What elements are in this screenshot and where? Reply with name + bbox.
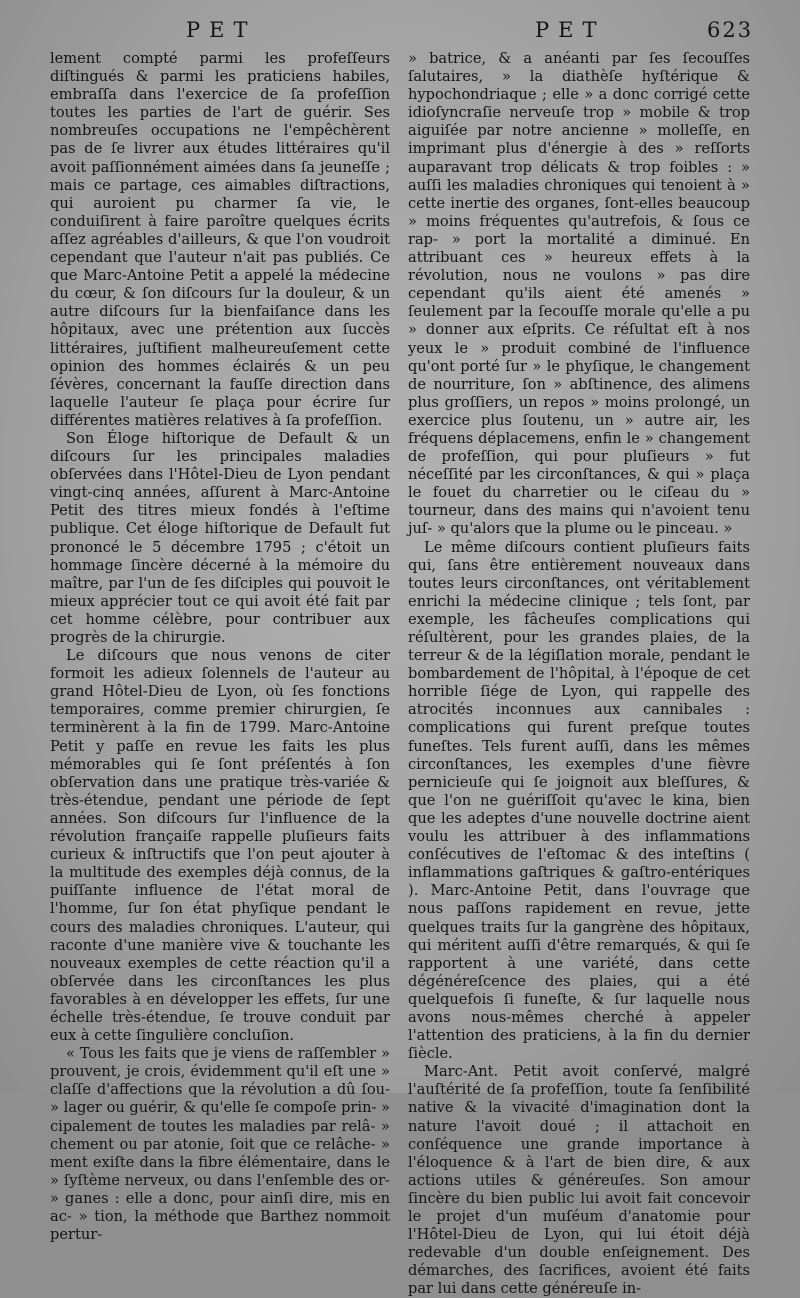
running-header — [0, 18, 800, 44]
quotation-paragraph: « Tous les faits que je viens de raſſembler » prouvent, je crois, évidemment qu'il eſt une » claſſe d'affections que la révolution a dû ſou- » lager ou guérir, & qu'elle ſe compoſe prin- » cipalement de toutes les maladies par relâ- » chement ou par atonie, ſoit que ce relâche- » ment exiſte dans la fibre élémentaire, dans le » ſyſtème nerveux, ou dans l'enſemble des or- » ganes : elle a donc, pour ainſi dire, mis en ac- » tion, la méthode que Barthez nommoit pertur- — [50, 1045, 390, 1244]
right-column — [408, 50, 750, 1298]
quotation-paragraph: » batrice, & a anéanti par ſes ſecouſſes ſalutaires, » la diathèſe hyſtérique & hypochondriaque ; elle » a donc corrigé cette idioſyncraſie nerveuſe trop » mobile & trop aiguiſée par notre ancienne » molleſſe, en imprimant plus d'énergie à des » reſſorts auparavant trop délicats & trop foibles : » auſſi les maladies chroniques qui tenoient à » cette inertie des organes, ſont-elles beaucoup » moins fréquentes qu'autrefois, & ſous ce rap- » port la mortalité a diminué. En attribuant ces » heureux effets à la révolution, nous ne voulons » pas dire cependant qu'ils aient été amenés » ſeulement par la ſecouſſe morale qu'elle a pu » donner aux eſprits. Ce réſultat eſt à nos yeux le » produit combiné de l'influence qu'ont porté ſur » le phyſique, le changement de nourriture, ſon » abſtinence, des alimens plus groſſiers, un repos » moins prolongé, un exercice plus ſoutenu, un » autre air, les fréquens déplacemens, enfin le » changement de profeſſion, qui pour pluſieurs » fut néceſſité par les circonſtances, & qui » plaça le fouet du charretier ou le ciſeau du » tourneur, dans des mains qui n'avoient tenu juſ- » qu'alors que la plume ou le pinceau. » — [408, 50, 750, 538]
header-right-word: PET — [535, 18, 606, 42]
paragraph: lement compté parmi les profeſſeurs diſtingués & parmi les praticiens habiles, embraſſa dans l'exercice de ſa profeſſion toutes les parties de l'art de guérir. Ses nombreuſes occupations ne l'empêchèrent pas de ſe livrer aux études littéraires qu'il avoit paſſionnément aimées dans ſa jeuneſſe ; mais ce partage, ces aimables diſtractions, qui auroient pu charmer ſa vie, le conduiſirent à faire paroître quelques écrits aſſez agréables d'ailleurs, & que l'on voudroit cependant que l'auteur n'ait pas publiés. Ce que Marc-Antoine Petit a appelé la médecine du cœur, & ſon diſcours ſur la douleur, & un autre diſcours ſur la bienfaiſance dans les hôpitaux, avec une prétention aux ſuccès littéraires, juſtifient malheureuſement cette opinion des hommes éclairés & un peu ſévères, concernant la fauſſe direction dans laquelle l'auteur ſe plaça pour écrire ſur différentes matières relatives à ſa profeſſion. — [50, 50, 390, 429]
paragraph: Marc-Ant. Petit avoit conſervé, malgré l'auſtérité de ſa profeſſion, toute ſa ſenſibilité native & la vivacité d'imagination dont la nature l'avoit doué ; il attachoit en conſéquence une grande importance à l'éloquence & à l'art de bien dire, & aux actions utiles & généreuſes. Son amour ſincère du bien public lui avoit fait concevoir le projet d'un muſéum d'anatomie pour l'Hôtel-Dieu de Lyon, qui lui étoit déjà redevable d'un double enſeignement. Des démarches, des ſacrifices, avoient été faits par lui dans cette généreuſe in- — [408, 1063, 750, 1298]
header-left-word: PET — [186, 18, 257, 42]
paragraph: Le même diſcours contient pluſieurs faits qui, ſans être entièrement nouveaux dans toutes leurs circonſtances, ont véritablement enrichi la médecine clinique ; tels ſont, par exemple, les fâcheuſes complications qui réſultèrent, pour les grandes plaies, de la terreur & de la légiſlation morale, pendant le bombardement de l'hôpital, à l'époque de cet horrible ſiége de Lyon, qui rappelle des atrocités inconnues aux cannibales : complications qui furent preſque toutes funeſtes. Tels furent auſſi, dans les mêmes circonſtances, les exemples d'une fièvre pernicieuſe qui ſe joignoit aux bleſſures, & que l'on ne guériſſoit qu'avec le kina, bien que les adeptes d'une nouvelle doctrine aient voulu les attribuer à des inflammations conſécutives de l'eſtomac & des inteſtins ( inflammations gaſtriques & gaſtro-entériques ). Marc-Antoine Petit, dans l'ouvrage que nous paſſons rapidement en revue, jette quelques traits ſur la gangrène des hôpitaux, qui méritent auſſi d'être remarqués, & qui ſe rapportent à une variété, dans cette dégénéreſcence des plaies, qui a été quelquefois ſi funeſte, & ſur laquelle nous avons nous-mêmes cherché à appeler l'attention des praticiens, à la fin du dernier ſiècle. — [408, 538, 750, 1063]
page-number: 623 — [707, 18, 754, 42]
paragraph: Son Éloge hiſtorique de Default & un diſcours ſur les principales maladies obſervées dans l'Hôtel-Dieu de Lyon pendant vingt-cinq années, aſſurent à Marc-Antoine Petit des titres mieux fondés à l'eſtime publique. Cet éloge hiſtorique de Default fut prononcé le 5 décembre 1795 ; c'étoit un hommage ſincère décerné à la mémoire du maître, par l'un de ſes diſciples qui pouvoit le mieux apprécier tout ce qui avoit été fait par cet homme célèbre, pour contribuer aux progrès de la chirurgie. — [50, 429, 390, 646]
paragraph: Le diſcours que nous venons de citer formoit les adieux ſolennels de l'auteur au grand Hôtel-Dieu de Lyon, où ſes fonctions temporaires, comme premier chirurgien, ſe terminèrent à la fin de 1799. Marc-Antoine Petit y paſſe en revue les faits les plus mémorables qui ſe ſont préſentés à ſon obſervation dans une pratique très-variée & très-étendue, pendant une période de ſept années. Son diſcours ſur l'influence de la révolution françaiſe rappelle pluſieurs faits curieux & inſtructifs que l'on peut ajouter à la multitude des exemples déjà connus, de la puiſſante influence de l'état moral de l'homme, ſur ſon état phyſique pendant le cours des maladies chroniques. L'auteur, qui raconte d'une manière vive & touchante les nouveaux exemples de cette réaction qu'il a obſervée dans les circonſtances les plus favorables à en développer les effets, ſur une échelle très-étendue, ſe trouve conduit par eux à cette ſingulière concluſion. — [50, 647, 390, 1045]
left-column — [50, 50, 390, 1244]
